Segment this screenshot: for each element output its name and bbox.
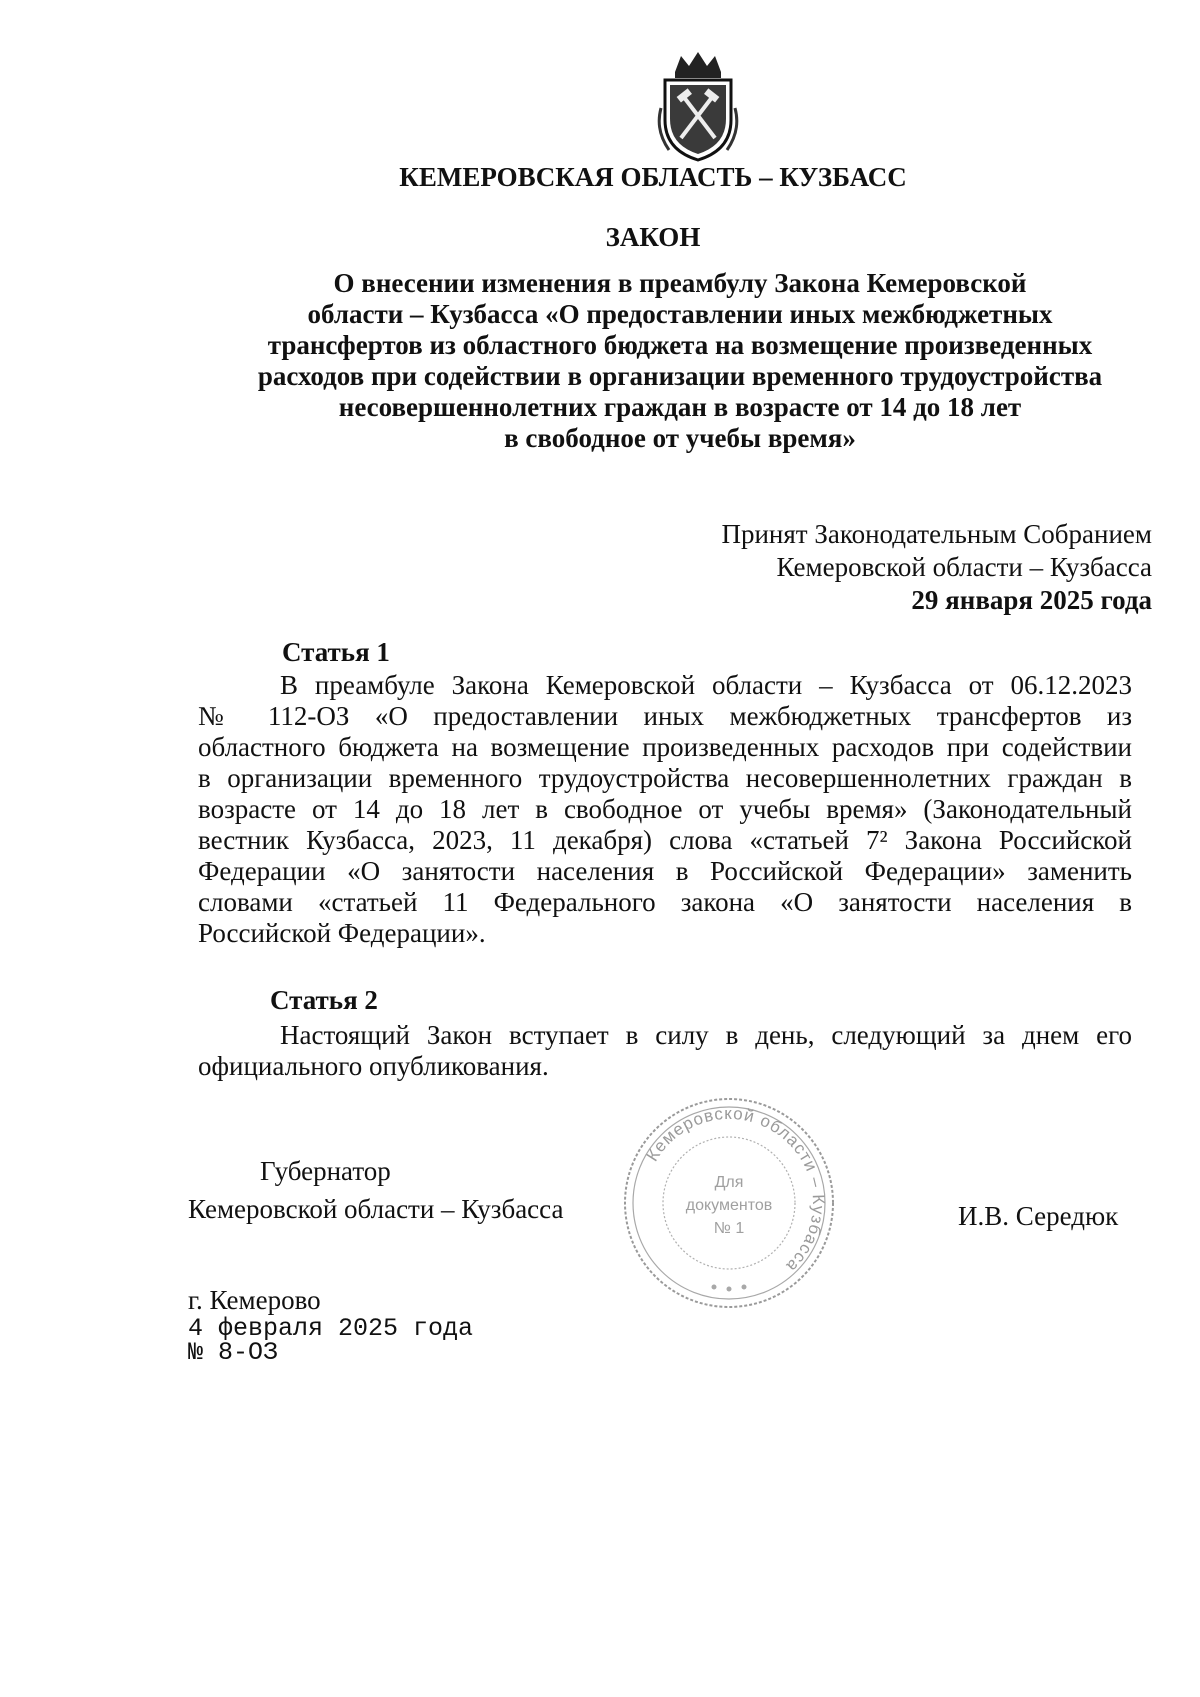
law-title — [220, 268, 1140, 454]
law-title-line: несовершеннолетних граждан в возрасте от 14 до 18 лет — [338, 392, 1022, 422]
article-line: Федерации «О занятости населения в Российской Федерации» заменить — [198, 856, 1132, 886]
adoption-date: 29 января 2025 года — [911, 585, 1152, 615]
adoption-block — [721, 518, 1152, 617]
stamp-center-line: № 1 — [713, 1220, 745, 1237]
article-line: возрасте от 14 до 18 лет в свободное от учебы время» (Законодательный — [198, 794, 1132, 824]
coat-of-arms-icon — [655, 50, 741, 162]
signatory-region: Кемеровской области – Кузбасса — [188, 1194, 564, 1224]
article-1-body — [198, 670, 1132, 949]
stamp-ring-text: Кемеровской области – Кузбасса — [642, 1103, 829, 1277]
official-stamp — [618, 1092, 840, 1314]
signatory-position — [188, 1152, 563, 1228]
law-number: № 8-ОЗ — [188, 1338, 279, 1367]
law-title-line: О внесении изменения в преамбулу Закона Кемеровской — [333, 268, 1027, 298]
signatory-name: И.В. Середюк — [958, 1201, 1119, 1231]
adoption-line: Кемеровской области – Кузбасса — [776, 552, 1152, 582]
stamp-stars-icon — [712, 1285, 747, 1292]
region-title: КЕМЕРОВСКАЯ ОБЛАСТЬ – КУЗБАСС — [399, 162, 907, 192]
document-type: ЗАКОН — [605, 222, 701, 252]
article-line: Настоящий Закон вступает в силу в день, следующий за днем его — [280, 1020, 1132, 1050]
article-line: вестник Кузбасса, 2023, 11 декабря) слова «статьей 7² Закона Российской — [198, 825, 1132, 855]
stamp-center-line: документов — [685, 1197, 773, 1214]
place-of-signing: г. Кемерово — [188, 1285, 321, 1315]
article-line: В преамбуле Закона Кемеровской области – Кузбасса от 06.12.2023 — [280, 670, 1132, 700]
law-title-line: расходов при содействии в организации временного трудоустройства — [257, 361, 1103, 391]
law-title-line: области – Кузбасса «О предоставлении иных межбюджетных — [307, 299, 1053, 329]
signatory-title: Губернатор — [260, 1156, 391, 1186]
adoption-line: Принят Законодательным Собранием — [721, 519, 1152, 549]
article-line: № 112-ОЗ «О предоставлении иных межбюджетных трансфертов из — [198, 701, 1132, 731]
article-line: областного бюджета на возмещение произведенных расходов при содействии — [198, 732, 1132, 762]
article-1-heading: Статья 1 — [282, 637, 390, 667]
signing-date: 4 февраля 2025 года — [188, 1314, 474, 1343]
stamp-center-line: Для — [714, 1174, 744, 1191]
article-line: Российской Федерации». — [198, 918, 486, 948]
article-line: в организации временного трудоустройства несовершеннолетних граждан в — [198, 763, 1132, 793]
law-title-line: трансфертов из областного бюджета на возмещение произведенных — [267, 330, 1093, 360]
article-line: словами «статьей 11 Федерального закона «О занятости населения в — [198, 887, 1132, 917]
article-2-heading: Статья 2 — [270, 985, 378, 1015]
article-line: официального опубликования. — [198, 1051, 549, 1081]
law-title-line: в свободное от учебы время» — [504, 423, 856, 453]
place-date-block — [188, 1285, 473, 1366]
article-2-body — [198, 1020, 1132, 1082]
